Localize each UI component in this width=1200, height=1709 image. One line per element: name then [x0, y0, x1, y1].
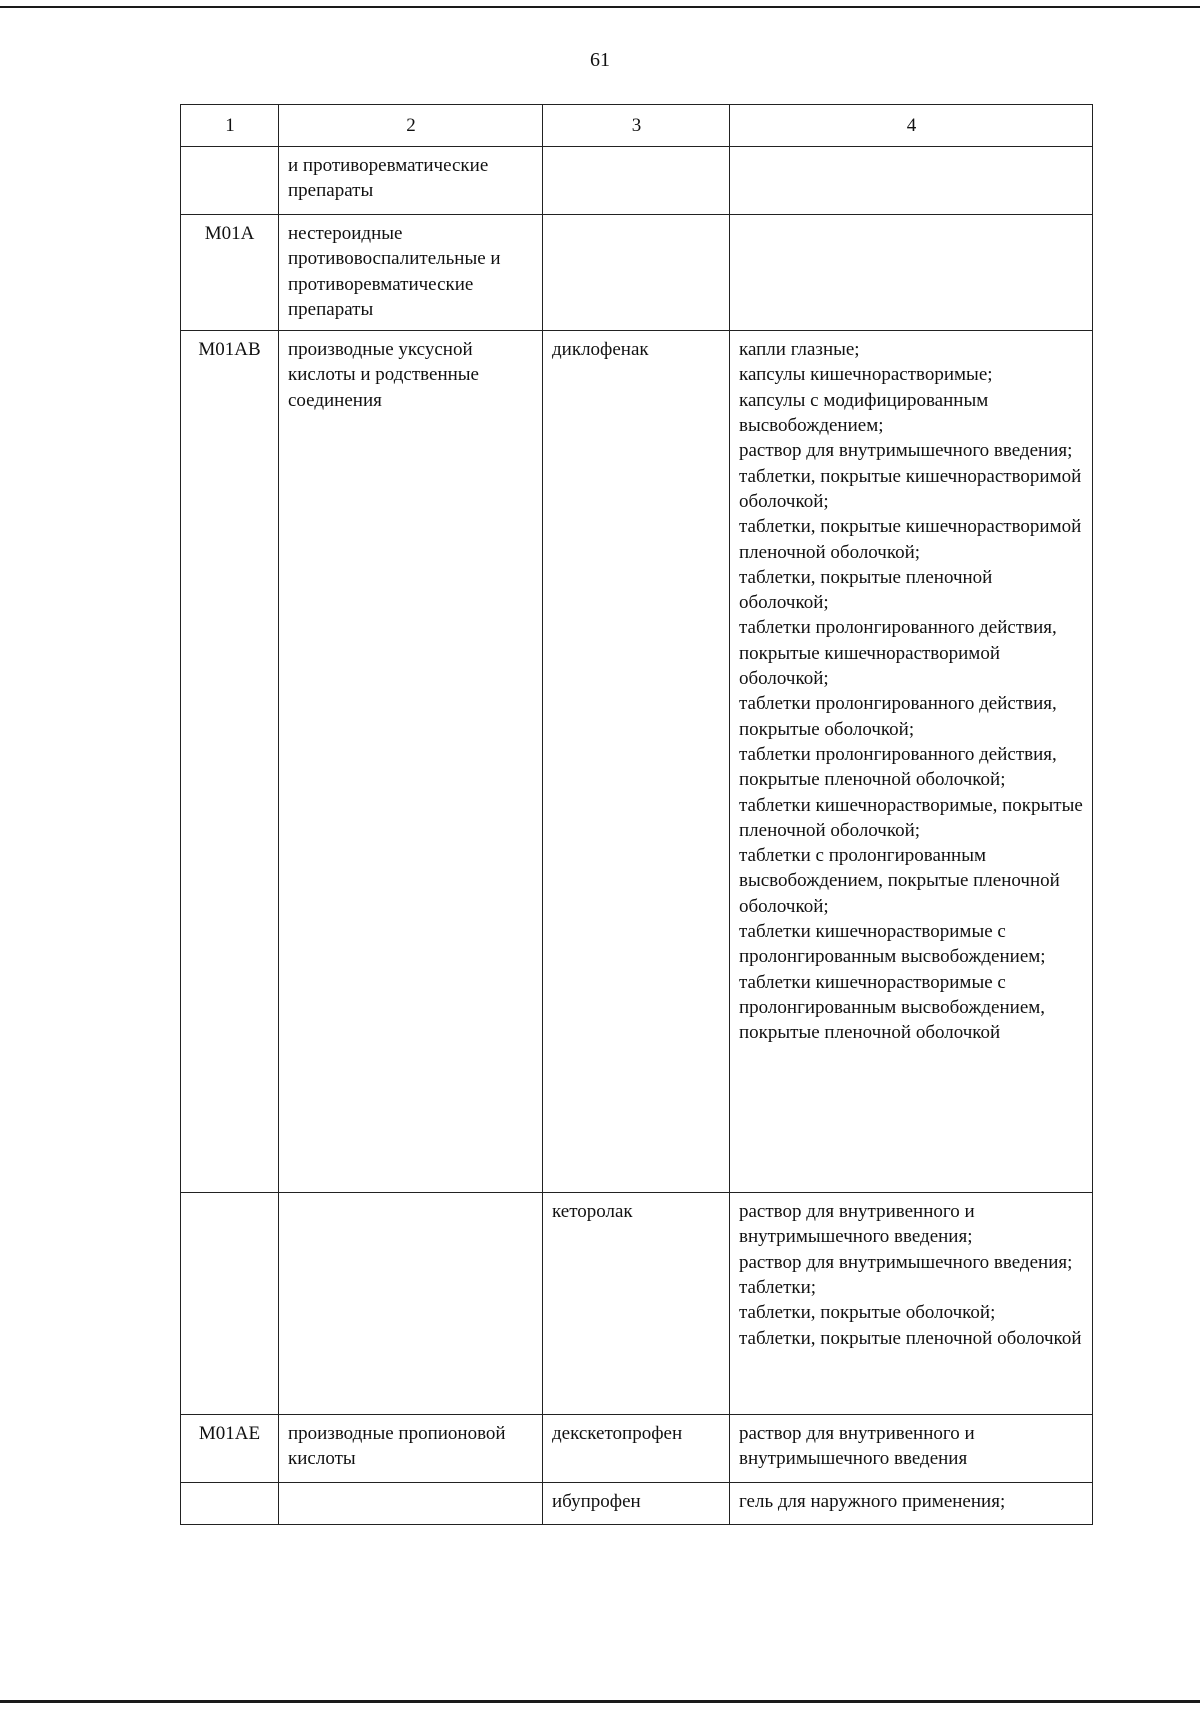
dosage-forms-list: [739, 1199, 1084, 1351]
dosage-form-item: таблетки кишечнорастворимые с пролонгированным высвобождением;: [739, 921, 1046, 968]
dosage-forms-cell: [730, 1193, 1093, 1415]
dosage-form-item: таблетки, покрытые пленочной оболочкой: [739, 1327, 1082, 1349]
page-number: 61: [590, 49, 610, 71]
group-cell: производные пропионовой кислоты: [279, 1415, 543, 1483]
dosage-forms-cell: [730, 215, 1093, 331]
dosage-forms-cell: [730, 331, 1093, 1193]
atc-code-cell: M01AB: [181, 331, 279, 1193]
substance-cell: [543, 147, 730, 215]
dosage-form-item: раствор для внутривенного и внутримышечного введения: [739, 1423, 975, 1470]
column-header-3: 3: [543, 105, 730, 147]
substance-cell: диклофенак: [543, 331, 730, 1193]
table-header-row: [181, 105, 1093, 147]
column-header-2: 2: [279, 105, 543, 147]
dosage-forms-cell: [730, 1415, 1093, 1483]
group-cell: и противоревматические препараты: [279, 147, 543, 215]
column-header-4: 4: [730, 105, 1093, 147]
table-row: [181, 331, 1093, 1193]
table-row: [181, 1415, 1093, 1483]
table-row: [181, 1193, 1093, 1415]
dosage-forms-list: [739, 337, 1084, 1045]
table-row: [181, 215, 1093, 331]
dosage-form-item: таблетки, покрытые кишечнорастворимой пленочной оболочкой;: [739, 516, 1082, 563]
dosage-forms-list: [739, 1421, 1084, 1472]
atc-code-cell: [181, 147, 279, 215]
column-header-1: 1: [181, 105, 279, 147]
table-row: [181, 1483, 1093, 1525]
group-cell: [279, 1483, 543, 1525]
dosage-form-item: капсулы с модифицированным высвобождением;: [739, 389, 989, 437]
group-cell: производные уксусной кислоты и родственные соединения: [279, 331, 543, 1193]
dosage-form-item: таблетки;: [739, 1277, 817, 1299]
dosage-form-item: таблетки с пролонгированным высвобождением, покрытые пленочной оболочкой;: [739, 845, 1060, 917]
dosage-form-item: таблетки кишечнорастворимые с пролонгированным высвобождением, покрытые пленочной оболочкой: [739, 971, 1046, 1044]
atc-code-cell: M01AE: [181, 1415, 279, 1483]
dosage-form-item: таблетки, покрытые оболочкой;: [739, 1302, 996, 1324]
dosage-form-item: таблетки пролонгированного действия, покрытые оболочкой;: [739, 693, 1057, 740]
atc-code-cell: M01A: [181, 215, 279, 331]
dosage-form-item: таблетки пролонгированного действия, покрытые кишечнорастворимой оболочкой;: [739, 617, 1057, 690]
dosage-form-item: гель для наружного применения;: [739, 1491, 1006, 1513]
dosage-form-item: таблетки кишечнорастворимые, покрытые пленочной оболочкой;: [739, 794, 1083, 841]
substance-cell: [543, 215, 730, 331]
substance-cell: кеторолак: [543, 1193, 730, 1415]
dosage-forms-cell: [730, 1483, 1093, 1525]
bottom-rule: [0, 1700, 1200, 1703]
substance-cell: ибупрофен: [543, 1483, 730, 1525]
substance-cell: декскетопрофен: [543, 1415, 730, 1483]
dosage-form-item: раствор для внутривенного и внутримышечного введения;: [739, 1201, 975, 1248]
drug-table: [180, 104, 1093, 1525]
dosage-form-item: капли глазные;: [739, 339, 860, 361]
dosage-form-item: раствор для внутримышечного введения;: [739, 440, 1073, 462]
dosage-form-item: раствор для внутримышечного введения;: [739, 1251, 1073, 1273]
group-cell: [279, 1193, 543, 1415]
table-row: [181, 147, 1093, 215]
dosage-form-item: таблетки, покрытые пленочной оболочкой;: [739, 566, 993, 614]
dosage-form-item: таблетки, покрытые кишечнорастворимой оболочкой;: [739, 465, 1082, 512]
dosage-form-item: капсулы кишечнорастворимые;: [739, 364, 993, 386]
atc-code-cell: [181, 1193, 279, 1415]
dosage-form-item: таблетки пролонгированного действия, покрытые пленочной оболочкой;: [739, 743, 1057, 791]
top-rule: [0, 6, 1200, 8]
group-cell: нестероидные противовоспалительные и противоревматические препараты: [279, 215, 543, 331]
atc-code-cell: [181, 1483, 279, 1525]
dosage-forms-cell: [730, 147, 1093, 215]
dosage-forms-list: [739, 1489, 1084, 1514]
